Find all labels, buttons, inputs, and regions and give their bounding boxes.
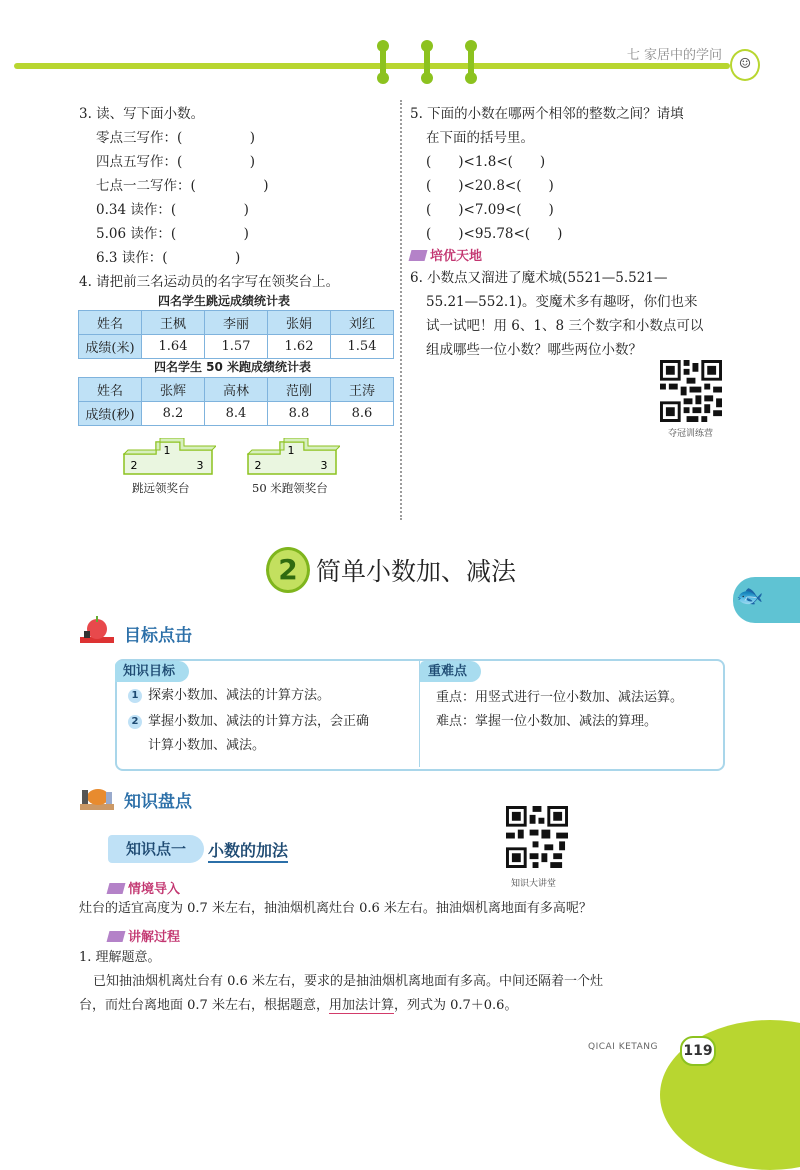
q3-line: 四点五写作：( ): [96, 154, 256, 170]
goals-heading: 目标点击: [124, 626, 192, 646]
q5-line: ( )<95.78<( ): [426, 226, 563, 242]
binder-pin-icon: [424, 44, 430, 80]
q5-line: ( )<7.09<( ): [426, 202, 554, 218]
qr-caption: 知识大讲堂: [511, 879, 557, 889]
chapter-title: 七 家居中的学问: [626, 48, 722, 63]
table-cell: 8.2: [142, 402, 205, 426]
section-heading: 培优天地: [410, 245, 482, 264]
goal-item: [128, 709, 369, 735]
table-cell: 1.57: [205, 335, 268, 359]
page-number: 119: [680, 1036, 716, 1066]
podium-rank: 2: [254, 459, 262, 472]
apple-target-icon: [78, 615, 116, 645]
key-point: 重点：用竖式进行一位小数加、减法运算。: [436, 690, 684, 705]
knowledge-point-name: 小数的加法: [208, 838, 288, 863]
brand-text: QICAI KETANG: [588, 1042, 658, 1052]
q3-line: 0.34 读作：( ): [96, 202, 249, 218]
table-cell: 刘红: [331, 311, 394, 335]
table-cell: 李丽: [205, 311, 268, 335]
goal-text: 掌握小数加、减法的计算方法，会正确: [148, 714, 370, 729]
table-cell: 1.62: [268, 335, 331, 359]
table-cell: 王涛: [331, 378, 394, 402]
q6-line: 试一试吧！用 6、1、8 三个数字和小数点可以: [426, 318, 704, 334]
section-heading: 情境导入: [108, 878, 180, 897]
goal-number: 1: [128, 689, 142, 703]
table-cell: 高林: [205, 378, 268, 402]
long-jump-table: [78, 310, 394, 359]
lesson-title: 简单小数加、减法: [316, 557, 517, 586]
key-points-tag: 重难点: [420, 661, 481, 682]
run-50m-table: [78, 377, 394, 426]
knowledge-point-tag: 知识点一: [108, 835, 204, 863]
goals-tag: 知识目标: [115, 661, 189, 682]
long-jump-podium: [120, 438, 216, 478]
table-cell: 成绩(秒): [79, 402, 142, 426]
qr-code-icon[interactable]: [506, 806, 568, 868]
podium-rank: 3: [320, 459, 328, 472]
table-cell: 1.64: [142, 335, 205, 359]
q3-line: 6.3 读作：( ): [96, 250, 241, 266]
q6-line: 55.21—552.1)。变魔术多有趣呀，你们也来: [426, 294, 698, 310]
table-cell: 8.4: [205, 402, 268, 426]
q5-title: 5. 下面的小数在哪两个相邻的整数之间？请填: [410, 106, 684, 122]
goal-number: 2: [128, 715, 142, 729]
podium-rank: 1: [287, 444, 295, 457]
mascot-icon: ☺: [730, 49, 760, 81]
goal-text-cont: 计算小数加、减法。: [148, 738, 266, 753]
podium-rank: 1: [163, 444, 171, 457]
paragraph: 1. 理解题意。: [79, 950, 161, 965]
lesson-number-badge: 2: [266, 547, 310, 593]
q3-line: 七点一二写作：( ): [96, 178, 269, 194]
paragraph: [79, 995, 517, 1017]
q3-line: 零点三写作：( ): [96, 130, 256, 146]
table-cell: 姓名: [79, 311, 142, 335]
column-divider: [400, 100, 402, 520]
q5-title: 在下面的括号里。: [426, 130, 534, 146]
pumpkin-lesson-icon: [78, 782, 116, 812]
underlined-text: 用加法计算: [328, 998, 394, 1013]
q5-line: ( )<20.8<( ): [426, 178, 554, 194]
table2-caption: 四名学生 50 米跑成绩统计表: [154, 360, 312, 374]
table-cell: 姓名: [79, 378, 142, 402]
qr-caption: 夺冠训练营: [668, 429, 714, 439]
table-cell: 张辉: [142, 378, 205, 402]
qr-code-icon[interactable]: [660, 360, 722, 422]
run-podium: [244, 438, 340, 478]
difficult-point: 难点：掌握一位小数加、减法的算理。: [436, 714, 658, 729]
q6-line: 6. 小数点又溜进了魔术城(5521—5.521—: [410, 270, 668, 286]
q5-line: ( )<1.8<( ): [426, 154, 546, 170]
q6-line: 组成哪些一位小数？哪些两位小数？: [426, 342, 642, 358]
goal-text: 探索小数加、减法的计算方法。: [148, 688, 331, 703]
podium-rank: 3: [196, 459, 204, 472]
table-cell: 8.8: [268, 402, 331, 426]
paragraph-text: 台，而灶台离地面 0.7 米左右，根据题意，: [79, 998, 329, 1013]
podium-caption: 50 米跑领奖台: [252, 481, 328, 495]
table-cell: 范刚: [268, 378, 331, 402]
q3-line: 5.06 读作：( ): [96, 226, 249, 242]
q3-title: 3. 读、写下面小数。: [79, 106, 205, 122]
binder-pin-icon: [468, 44, 474, 80]
header-rule: [14, 63, 730, 69]
section-heading: 讲解过程: [108, 926, 180, 945]
table-cell: 1.54: [331, 335, 394, 359]
podium-caption: 跳远领奖台: [132, 481, 190, 495]
fish-icon: 🐟: [736, 584, 764, 609]
table-cell: 王枫: [142, 311, 205, 335]
binder-pin-icon: [380, 44, 386, 80]
paragraph-text: ，列式为 0.7＋0.6。: [393, 998, 518, 1013]
q4-title: 4. 请把前三名运动员的名字写在领奖台上。: [79, 274, 340, 290]
table-cell: 8.6: [331, 402, 394, 426]
paragraph: 灶台的适宜高度为 0.7 米左右，抽油烟机离灶台 0.6 米左右。抽油烟机离地面有多高呢？: [79, 901, 592, 916]
paragraph: 已知抽油烟机离灶台有 0.6 米左右，要求的是抽油烟机离地面有多高。中间还隔着一个灶: [93, 974, 603, 989]
podium-rank: 2: [130, 459, 138, 472]
goal-item: [128, 683, 330, 709]
knowledge-heading: 知识盘点: [124, 792, 192, 812]
table-cell: 成绩(米): [79, 335, 142, 359]
table1-caption: 四名学生跳远成绩统计表: [158, 294, 291, 308]
table-cell: 张娟: [268, 311, 331, 335]
